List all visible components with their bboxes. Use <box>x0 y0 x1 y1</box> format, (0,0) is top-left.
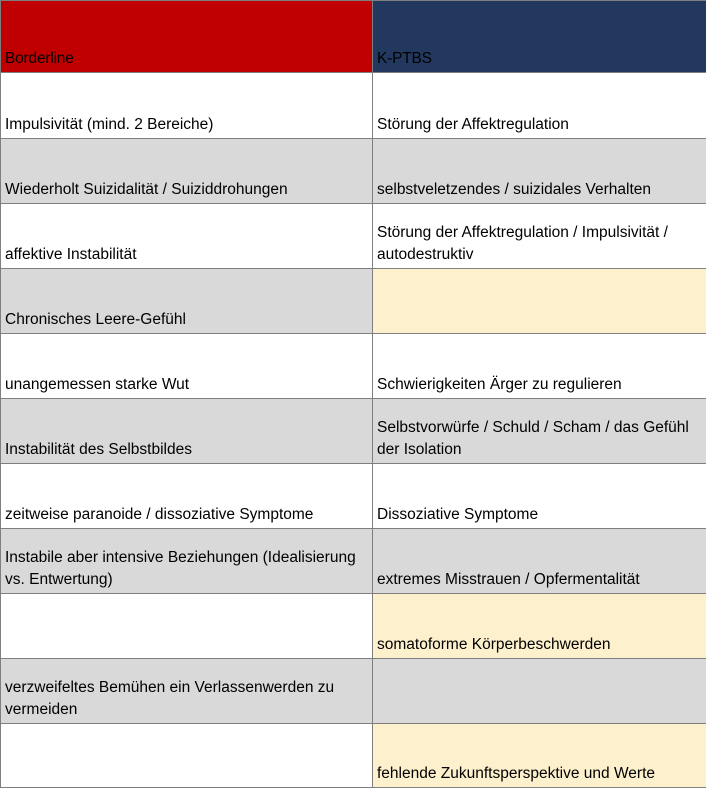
cell-borderline-4: unangemessen starke Wut <box>1 334 373 399</box>
table-row <box>1 594 706 659</box>
cell-borderline-9: verzweifeltes Bemühen ein Verlassenwerden zu vermeiden <box>1 659 373 724</box>
cell-kptbs-2: Störung der Affektregulation / Impulsivität / autodestruktiv <box>373 204 706 269</box>
cell-kptbs-7: extremes Misstrauen / Opfermentalität <box>373 529 706 594</box>
cell-borderline-7: Instabile aber intensive Beziehungen (Idealisierung vs. Entwertung) <box>1 529 373 594</box>
table-row <box>1 659 706 724</box>
table-row <box>1 399 706 464</box>
cell-kptbs-10: fehlende Zukunftsperspektive und Werte <box>373 724 706 788</box>
cell-kptbs-5: Selbstvorwürfe / Schuld / Scham / das Gefühl der Isolation <box>373 399 706 464</box>
cell-kptbs-4: Schwierigkeiten Ärger zu regulieren <box>373 334 706 399</box>
cell-borderline-10 <box>1 724 373 788</box>
table-row <box>1 204 706 269</box>
column-header-borderline: Borderline <box>1 1 373 73</box>
table-row <box>1 334 706 399</box>
cell-borderline-2: affektive Instabilität <box>1 204 373 269</box>
table-row <box>1 269 706 334</box>
table-row <box>1 724 706 788</box>
cell-kptbs-3 <box>373 269 706 334</box>
table-row <box>1 529 706 594</box>
cell-borderline-3: Chronisches Leere-Gefühl <box>1 269 373 334</box>
table-row <box>1 73 706 139</box>
table-row <box>1 464 706 529</box>
cell-borderline-0: Impulsivität (mind. 2 Bereiche) <box>1 73 373 139</box>
cell-borderline-6: zeitweise paranoide / dissoziative Symptome <box>1 464 373 529</box>
cell-kptbs-0: Störung der Affektregulation <box>373 73 706 139</box>
table-row <box>1 139 706 204</box>
column-header-kptbs: K-PTBS <box>373 1 706 73</box>
cell-borderline-8 <box>1 594 373 659</box>
cell-borderline-5: Instabilität des Selbstbildes <box>1 399 373 464</box>
table-body <box>1 73 706 788</box>
cell-kptbs-1: selbstveletzendes / suizidales Verhalten <box>373 139 706 204</box>
header-row <box>1 1 706 73</box>
cell-kptbs-9 <box>373 659 706 724</box>
cell-kptbs-8: somatoforme Körperbeschwerden <box>373 594 706 659</box>
table-header <box>1 1 706 73</box>
cell-borderline-1: Wiederholt Suizidalität / Suiziddrohungen <box>1 139 373 204</box>
cell-kptbs-6: Dissoziative Symptome <box>373 464 706 529</box>
